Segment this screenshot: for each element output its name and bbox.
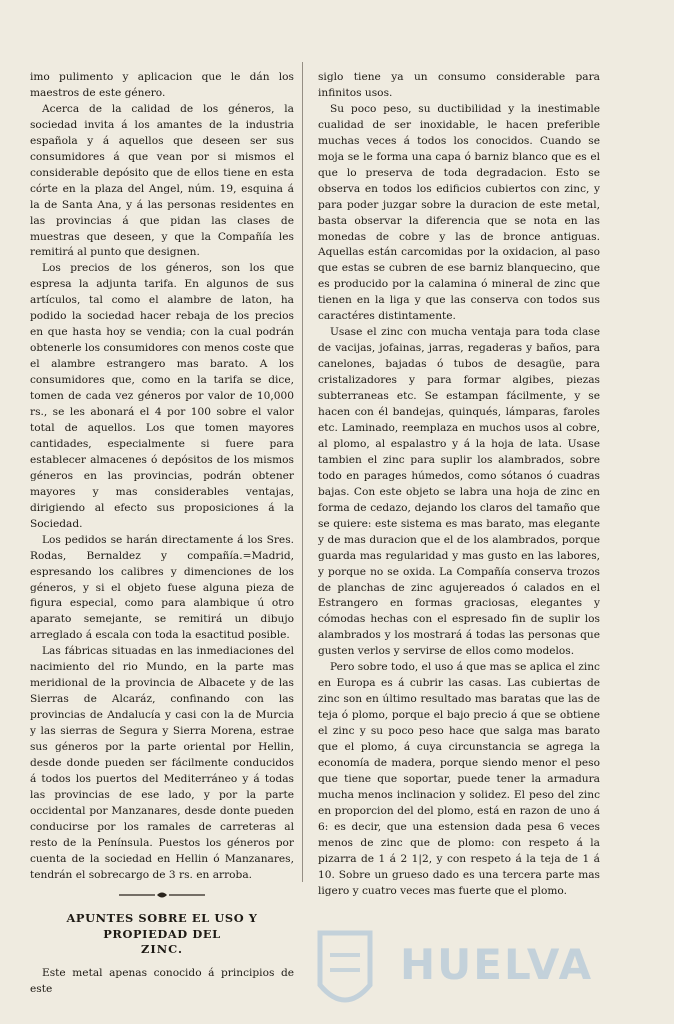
right-paragraph-3: Usase el zinc con mucha ventaja para toda clase de vacijas, jofainas, jarras, regaderas y baños, para canelones, bajadas ó tubos de desagüe, para cristalizadores y para formar algibes, piezas subterraneas etc. Se estampan fácilmente, y se hacen con él bandejas, quinqués, lámparas, faroles etc. Laminado, reemplaza en muchos usos al cobre, al plomo, al espalastro y á la hoja de lata. Usase tambien el zinc para suplir los alambrados, sobre todo en parages húmedos, como sótanos ó cuadras bajas. Con este objeto se labra una hoja de zinc en forma de cedazo, dejando los claros del tamaño que se quiere: este sistema es mas barato, mas elegante y de mas duracion que el de los alambrados, porque guarda mas regularidad y mas gusto en las labores, y porque no se oxida. La Compañía conserva trozos de planchas de zinc agujereados ó calados en el Estrangero en formas graciosas, elegantes y cómodas hechas con el espresado fin de suplir los alambrados y los mostrará á todas las personas que gusten verlos y servirse de ellos como modelos. [318, 326, 600, 658]
left-column [30, 70, 294, 997]
watermark-text: HUELVA [400, 940, 594, 989]
left-paragraph-3: Los precios de los géneros, son los que espresa la adjunta tarifa. En algunos de sus artículos, tal como el alambre de laton, ha podido la sociedad hacer rebaja de los precios en que hasta hoy se vendia; con la cual podrán obtenerle los consumidores con menos coste que el alambre estrangero mas barato. A los consumidores que, como en la tarifa se dice, tomen de cada vez géneros por valor de 10,000 rs., se les abonará el 4 por 100 sobre el valor total de aquellos. Los que tomen mayores cantidades, especialmente si fuere para establecer almacenes ó depósitos de los mismos géneros en las provincias, podrán obtener mayores y mas considerables ventajas, dirigiendo al efecto sus proposiciones á la Sociedad. [30, 262, 294, 530]
column-divider [302, 62, 303, 882]
right-column [318, 70, 600, 900]
left-paragraph-4: Los pedidos se harán directamente á los Sres. Rodas, Bernaldez y compañía.=Madrid, espresando los calibres y dimenciones de los géneros, y si el objeto fuese alguna pieza de figura especial, como para alambique ú otro aparato semejante, se remitirá un dibujo arreglado á escala con toda la esactitud posible. [30, 533, 294, 642]
right-paragraph-2: Su poco peso, su ductibilidad y la inestimable cualidad de ser inoxidable, le hacen preferible muchas veces á todos los conocidos. Cuando se moja se le forma una capa ó barniz blanco que es el que lo preserva de toda degradacion. Esto se observa en todos los edificios cubiertos con zinc, y para poder juzgar sobre la duracion de este metal, basta observar la diferencia que se nota en las monedas de cobre y las de bronce antiguas. Aquellas están carcomidas por la oxidacion, al paso que estas se cubren de ese barniz blanquecino, que es producido por la calamina ó mineral de zinc que tienen en la liga y que las conserva con todos sus caractéres distintamente. [318, 102, 600, 323]
ornament-divider-icon [117, 890, 207, 900]
left-article-start: Este metal apenas conocido á principios de este [30, 966, 294, 995]
left-paragraph-2: Acerca de la calidad de los géneros, la sociedad invita á los amantes de la industria española y á aquellos que deseen ser sus consumidores á que vean por si mismos el considerable depósito que de ellos tiene en esta córte en la plaza del Angel, núm. 19, esquina á la de Santa Ana, y á las personas residentes en las provincias á que pidan las clases de muestras que deseen, y que la Compañía les remitirá al punto que designen. [30, 102, 294, 259]
right-paragraph-1: siglo tiene ya un consumo considerable para infinitos usos. [318, 71, 600, 99]
article-heading-zinc: ZINC. [141, 941, 183, 956]
left-paragraph-5: Las fábricas situadas en las inmediaciones del nacimiento del rio Mundo, en la parte mas meridional de la provincia de Albacete y de las Sierras de Alcaráz, confinando con las provincias de Andalucía y casi con la de Murcia y las sierras de Segura y Sierra Morena, estrae sus géneros por la parte oriental por Hellin, desde donde pueden ser fácilmente conducidos á todos los puertos del Mediterráneo y á todas las provincias de ese lado, y por la parte occidental por Manzanares, desde donte pueden conducirse por los ramales de carreteras al resto de la Península. Puestos los géneros por cuenta de la sociedad en Hellin ó Manzanares, tendrán el sobrecargo de 3 rs. en arroba. [30, 645, 294, 881]
right-paragraph-4: Pero sobre todo, el uso á que mas se aplica el zinc en Europa es á cubrir las casas. Las cubiertas de zinc son en último resultado mas baratas que las de teja ó plomo, porque el bajo precio á que se obtiene el zinc y su poco peso hace que salga mas barato que el plomo, á cuya circunstancia se agrega la economía de madera, porque siendo menor el peso que tiene que soportar, puede tener la armadura mucha menos inclinacion y solidez. El peso del zinc en proporcion del del plomo, está en razon de uno á 6: es decir, que una estension dada pesa 6 veces menos de zinc que de plomo: con respeto á la pizarra de 1 á 2 1|2, y con respeto á la teja de 1 á 10. Sobre un grueso dado es una tercera parte mas ligero y cuatro veces mas fuerte que el plomo. [318, 661, 600, 897]
article-heading: APUNTES SOBRE EL USO Y PROPIEDAD DEL [66, 910, 258, 941]
left-paragraph-1: imo pulimento y aplicacion que le dán los maestros de este género. [30, 71, 294, 99]
